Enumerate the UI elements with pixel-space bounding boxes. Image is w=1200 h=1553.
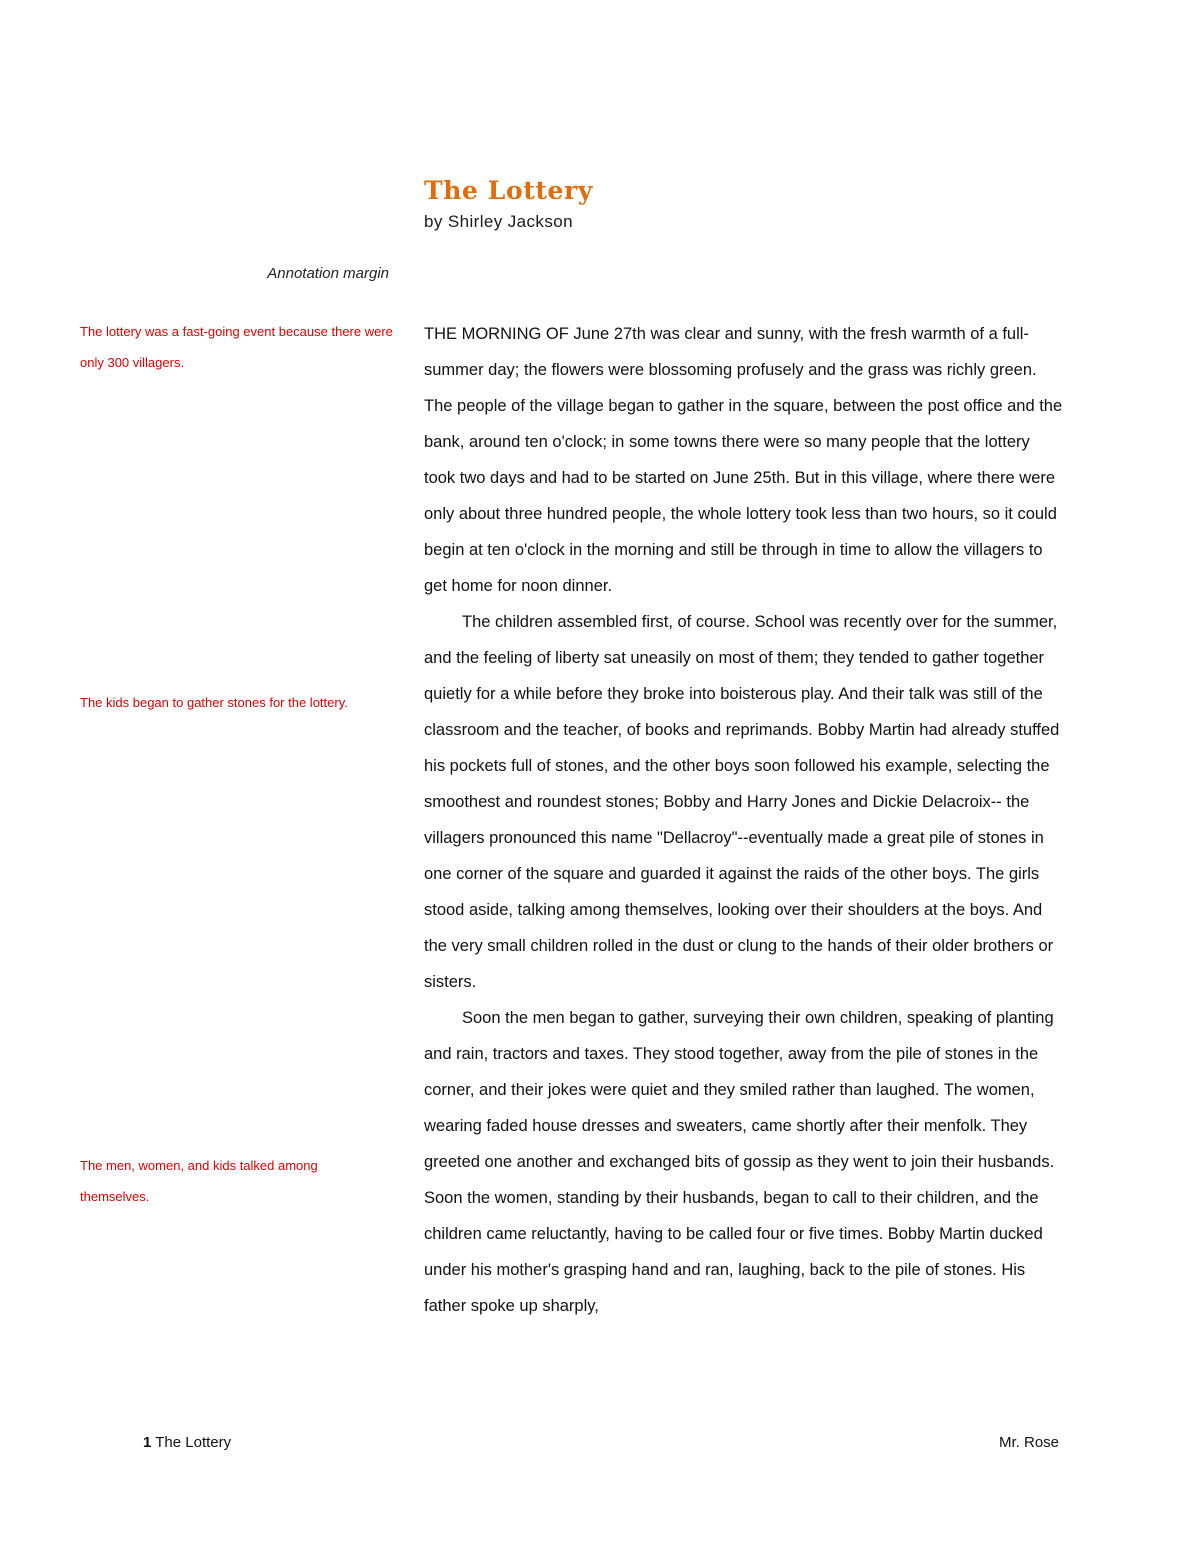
annotation-note: The lottery was a fast-going event because there were only 300 villagers. bbox=[80, 324, 393, 370]
annotation-note: The kids began to gather stones for the lottery. bbox=[80, 695, 348, 710]
story-body bbox=[424, 316, 1064, 1324]
page-number: 1 bbox=[143, 1434, 152, 1451]
annotation-margin-heading: Annotation margin bbox=[267, 265, 389, 282]
paragraph: THE MORNING OF June 27th was clear and sunny, with the fresh warmth of a full-summer day; the flowers were blossoming profusely and the grass was richly green. The people of the village began to gather in the square, between the post office and the bank, around ten o'clock; in some towns there were so many people that the lottery took two days and had to be started on June 25th. But in this village, where there were only about three hundred people, the whole lottery took less than two hours, so it could begin at ten o'clock in the morning and still be through in time to allow the villagers to get home for noon dinner. bbox=[424, 325, 1063, 595]
annotation-note: The men, women, and kids talked among themselves. bbox=[80, 1158, 318, 1204]
document-title: The Lottery bbox=[424, 176, 593, 205]
paragraph: The children assembled first, of course. School was recently over for the summer, and the feeling of liberty sat uneasily on most of them; they tended to gather together quietly for a while before they broke into boisterous play. And their talk was still of the classroom and the teacher, of books and reprimands. Bobby Martin had already stuffed his pockets full of stones, and the other boys soon followed his example, selecting the smoothest and roundest stones; Bobby and Harry Jones and Dickie Delacroix-- the villagers pronounced this name "Dellacroy"--eventually made a great pile of stones in one corner of the square and guarded it against the raids of the other boys. The girls stood aside, talking among themselves, looking over their shoulders at the boys. And the very small children rolled in the dust or clung to the hands of their older brothers or sisters. bbox=[424, 613, 1060, 991]
footer-doc-title: The Lottery bbox=[155, 1434, 232, 1451]
footer-left bbox=[143, 1434, 231, 1451]
footer-author: Mr. Rose bbox=[998, 1434, 1059, 1451]
paragraph: Soon the men began to gather, surveying their own children, speaking of planting and rain, tractors and taxes. They stood together, away from the pile of stones in the corner, and their jokes were quiet and they smiled rather than laughed. The women, wearing faded house dresses and sweaters, came shortly after their menfolk. They greeted one another and exchanged bits of gossip as they went to join their husbands. Soon the women, standing by their husbands, began to call to their children, and the children came reluctantly, having to be called four or five times. Bobby Martin ducked under his mother's grasping hand and ran, laughing, back to the pile of stones. His father spoke up sharply, bbox=[424, 1009, 1055, 1315]
author-byline: by Shirley Jackson bbox=[424, 212, 573, 231]
